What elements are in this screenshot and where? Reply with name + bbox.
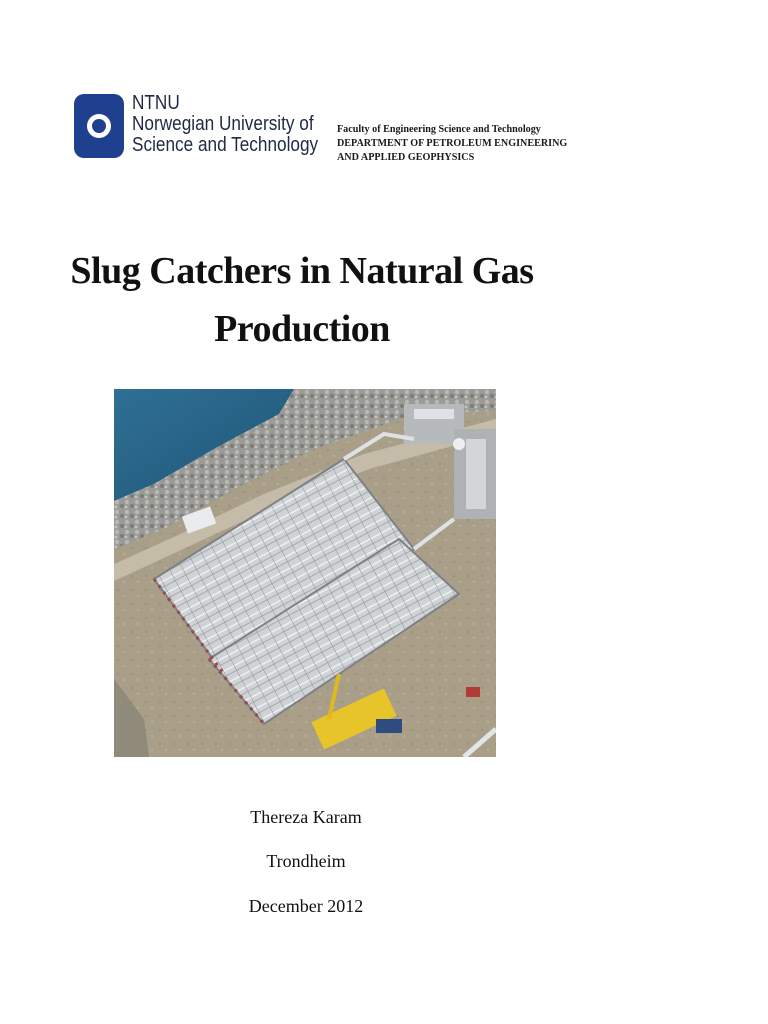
faculty-line: Faculty of Engineering Science and Technology xyxy=(337,123,541,135)
place-name: Trondheim xyxy=(266,851,346,871)
publication-date: December 2012 xyxy=(248,896,364,916)
org-short: NTNU xyxy=(132,92,180,114)
ntnu-logo-icon xyxy=(74,94,124,158)
slug-catcher-aerial-photo xyxy=(114,389,496,757)
title-line-2: Production xyxy=(214,308,390,350)
org-line-2: Science and Technology xyxy=(132,134,319,156)
department-line-2: AND APPLIED GEOPHYSICS xyxy=(337,151,475,163)
university-name xyxy=(132,93,318,156)
ntnu-logo-header xyxy=(74,93,574,173)
org-line-1: Norwegian University of xyxy=(132,113,314,135)
title-line-1: Slug Catchers in Natural Gas xyxy=(70,250,534,292)
department-name xyxy=(337,122,567,164)
author-name: Thereza Karam xyxy=(250,807,362,827)
department-line-1: DEPARTMENT OF PETROLEUM ENGINEERING xyxy=(337,137,568,149)
document-title xyxy=(60,242,544,358)
